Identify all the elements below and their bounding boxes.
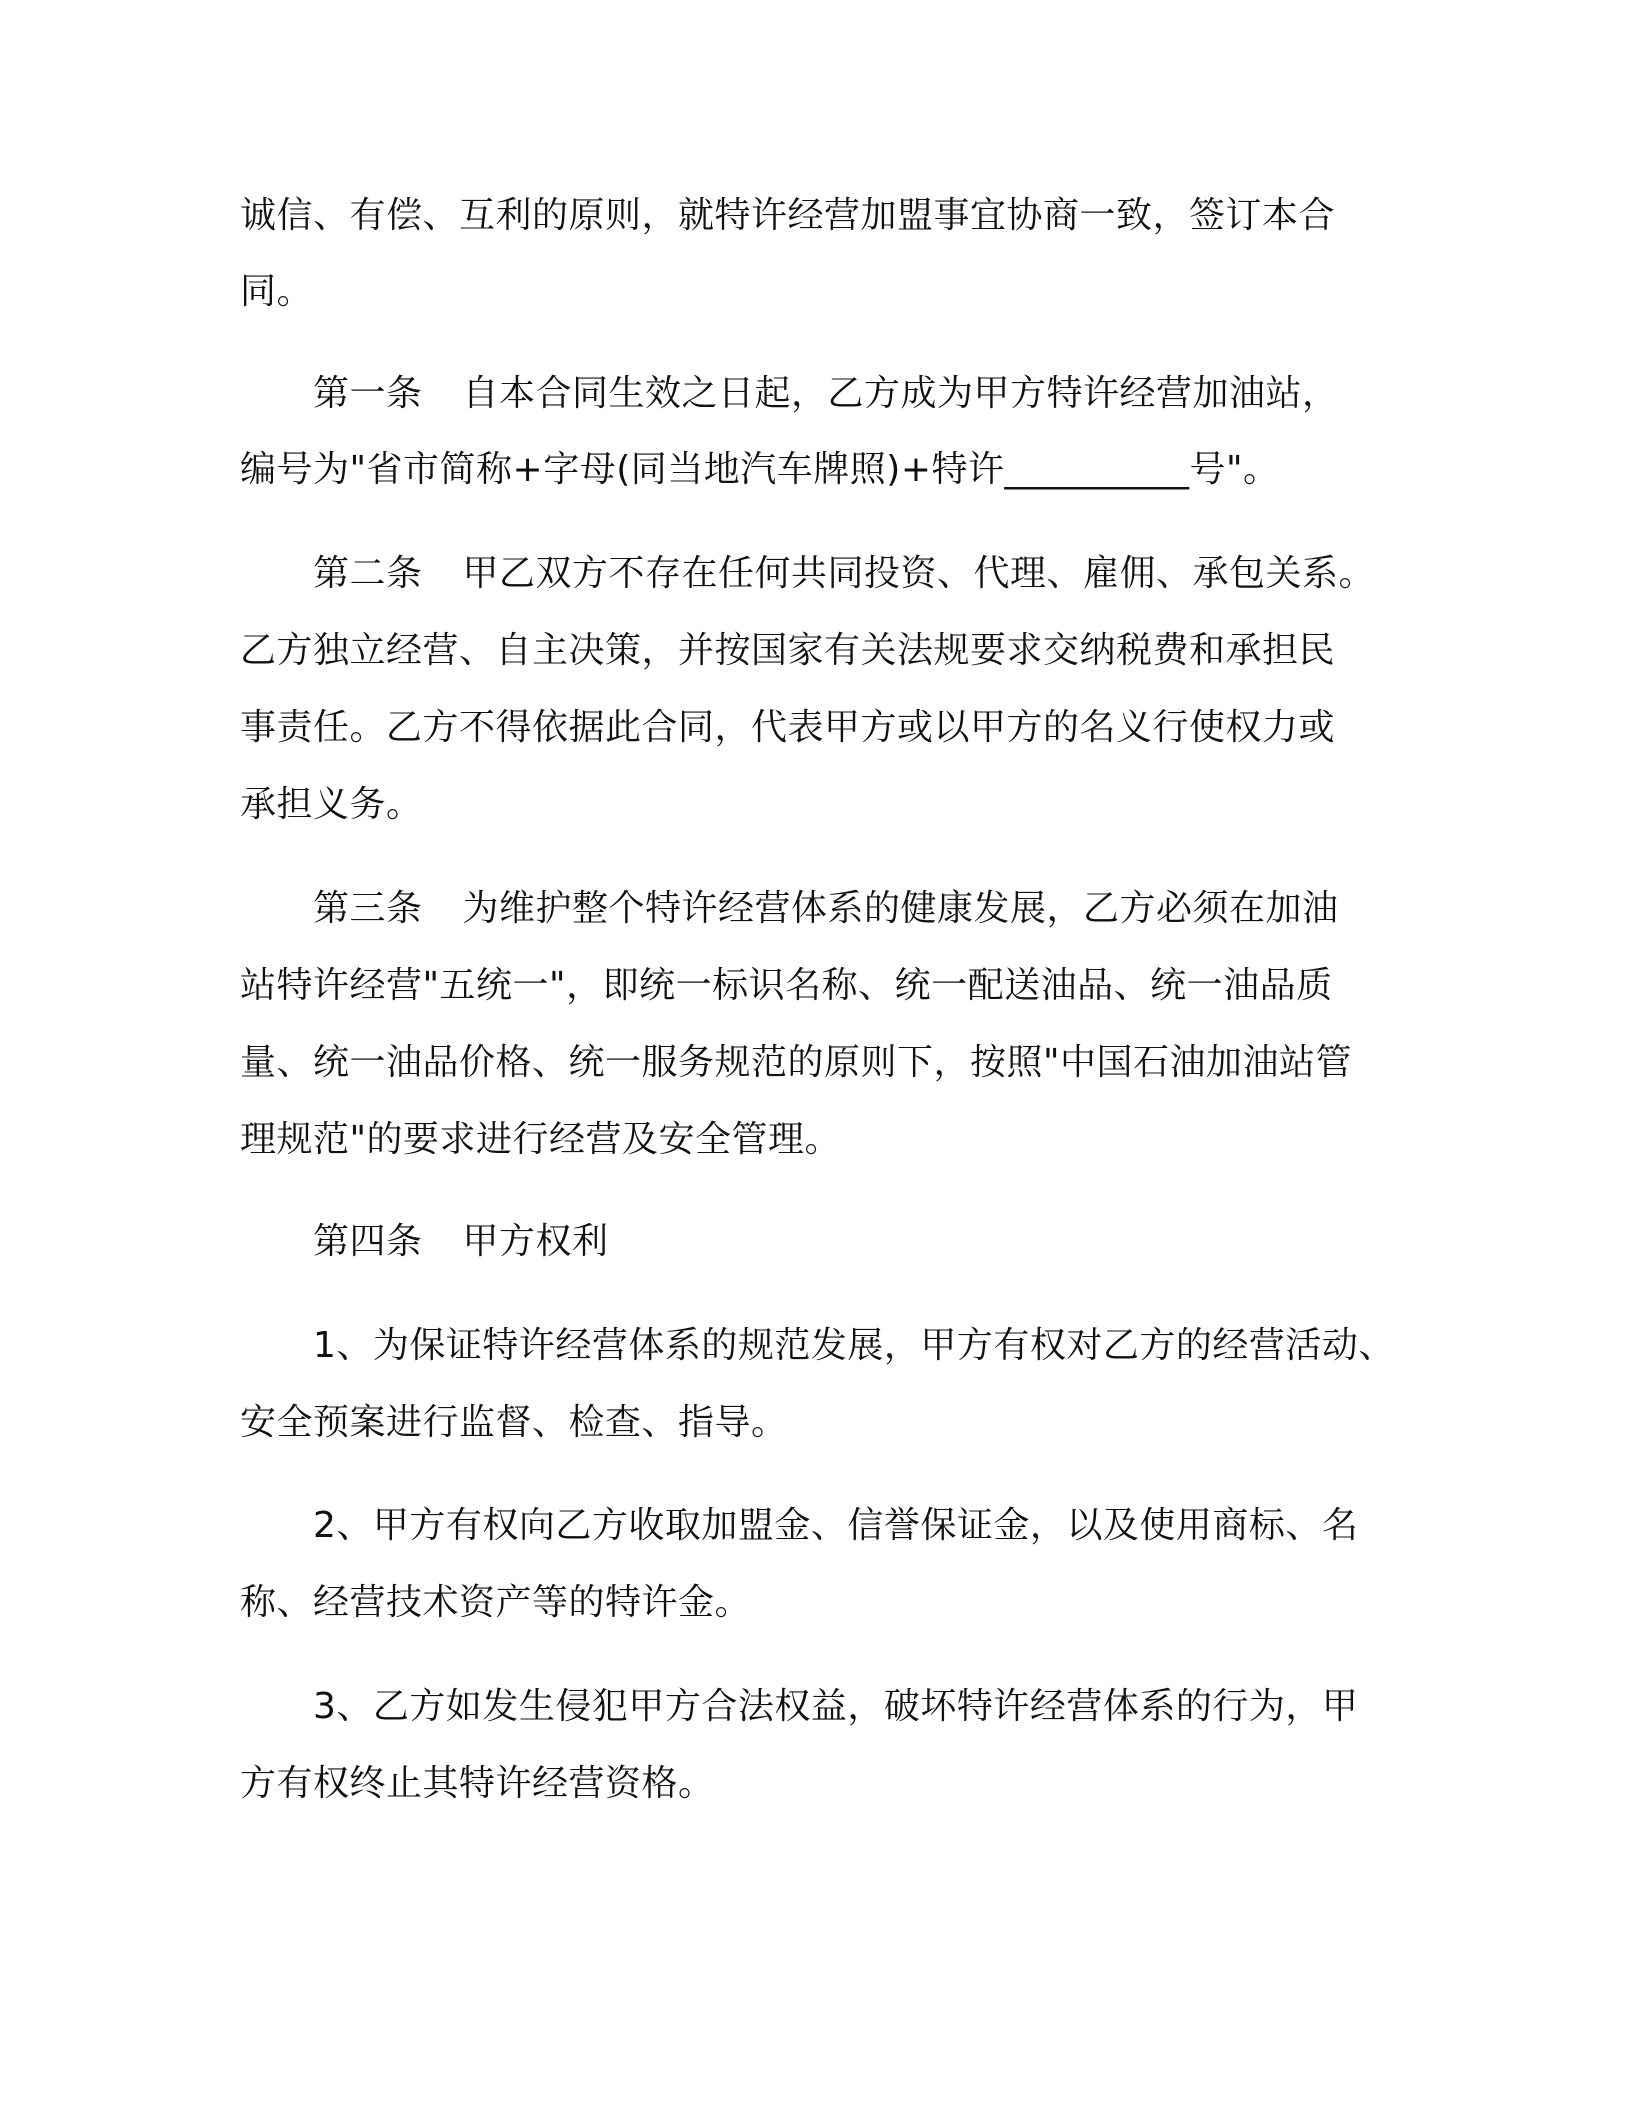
- item-3-line: 方有权终止其特许经营资格。: [240, 1763, 715, 1804]
- item-3-line: 3、乙方如发生侵犯甲方合法权益，破坏特许经营体系的行为，甲: [313, 1686, 1359, 1727]
- article-1-line: 编号为"省市简称+字母(同当地汽车牌照)+特许__________号"。: [240, 449, 1280, 490]
- article-4-line: [313, 1218, 609, 1266]
- item-1-line: 安全预案进行监督、检查、指导。: [240, 1402, 788, 1443]
- article-2-line: 乙方独立经营、自主决策，并按国家有关法规要求交纳税费和承担民: [240, 630, 1336, 671]
- article-1-line: [313, 370, 1339, 418]
- article-1-heading: 第一条: [313, 373, 423, 414]
- article-3-text: 为维护整个特许经营体系的健康发展，乙方必须在加油: [462, 888, 1339, 929]
- paragraph-line: 诚信、有偿、互利的原则，就特许经营加盟事宜协商一致，签订本合: [240, 195, 1336, 236]
- article-3-line: 量、统一油品价格、统一服务规范的原则下，按照"中国石油加油站管: [240, 1042, 1353, 1083]
- item-2-line: 称、经营技术资产等的特许金。: [240, 1582, 752, 1623]
- article-2-heading: 第二条: [313, 553, 423, 594]
- article-2-line: 承担义务。: [240, 784, 423, 825]
- article-2-text: 甲乙双方不存在任何共同投资、代理、雇佣、承包关系。: [462, 553, 1376, 594]
- article-2-line: [313, 550, 1375, 598]
- article-3-heading: 第三条: [313, 888, 423, 929]
- article-4-title: 甲方权利: [462, 1221, 609, 1262]
- article-4-heading: 第四条: [313, 1221, 423, 1262]
- article-2-line: 事责任。乙方不得依据此合同，代表甲方或以甲方的名义行使权力或: [240, 707, 1336, 748]
- item-1-line: 1、为保证特许经营体系的规范发展，甲方有权对乙方的经营活动、: [313, 1325, 1395, 1366]
- article-3-line: 理规范"的要求进行经营及安全管理。: [240, 1119, 842, 1160]
- paragraph-line: 同。: [240, 271, 314, 312]
- article-3-line: [313, 885, 1339, 933]
- article-3-line: 站特许经营"五统一"，即统一标识名称、统一配送油品、统一油品质: [240, 965, 1333, 1006]
- article-1-text: 自本合同生效之日起，乙方成为甲方特许经营加油站，: [462, 373, 1339, 414]
- item-2-line: 2、甲方有权向乙方收取加盟金、信誉保证金，以及使用商标、名: [313, 1505, 1359, 1546]
